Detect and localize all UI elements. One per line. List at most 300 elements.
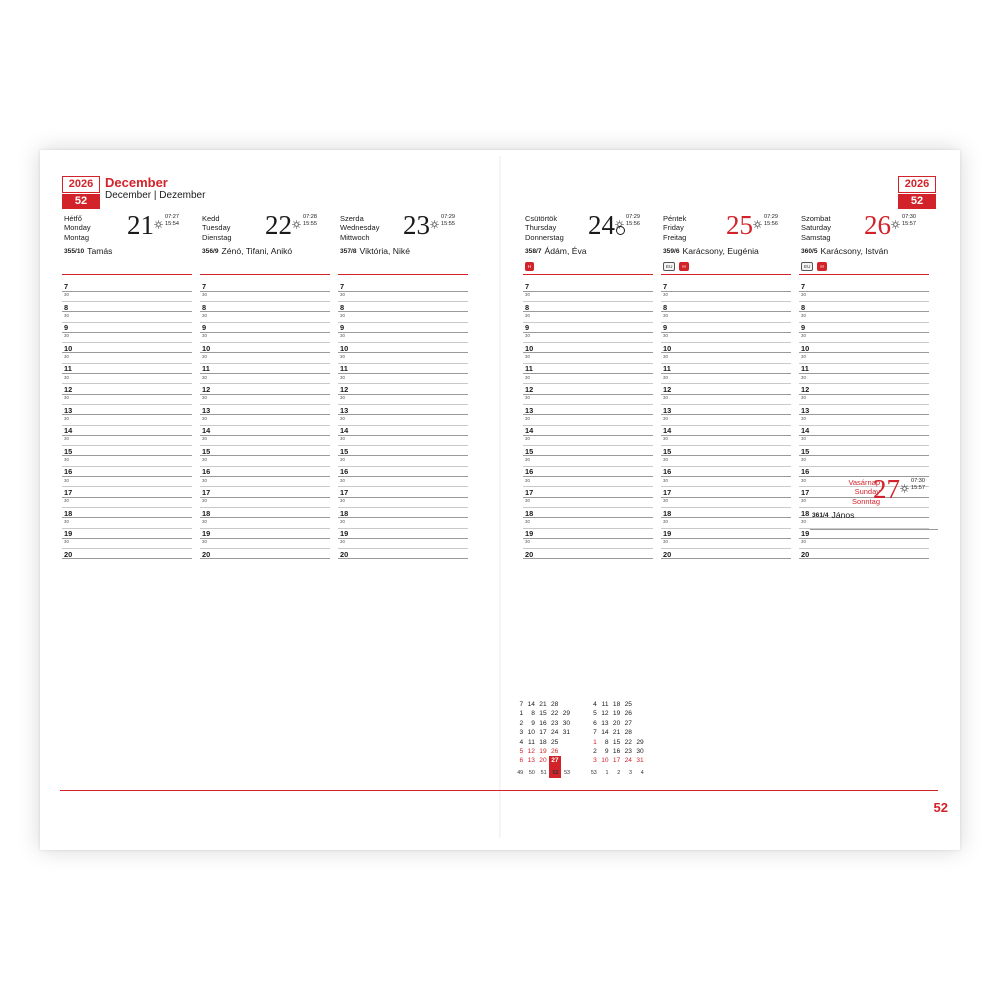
hour-row[interactable] (523, 550, 653, 571)
hour-row[interactable] (200, 509, 330, 530)
hour-row[interactable] (799, 303, 929, 324)
sunrise-time: 07:29 (764, 214, 778, 220)
mini-cal-day[interactable]: 23 (624, 748, 632, 756)
hour-row[interactable] (200, 344, 330, 365)
half-hour-label: 30 (202, 498, 207, 504)
mini-cal-day[interactable]: 8 (531, 710, 535, 718)
hour-row[interactable] (799, 385, 929, 406)
dow-en: Friday (663, 223, 684, 233)
hour-rule (523, 497, 653, 498)
day-column-3 (338, 210, 468, 559)
hour-row[interactable] (799, 364, 929, 385)
hour-row[interactable] (661, 344, 791, 365)
hour-row[interactable] (338, 323, 468, 344)
mini-cal-week-number[interactable]: 1 (605, 769, 609, 776)
day-header (523, 212, 653, 268)
mini-cal-day[interactable]: 28 (551, 701, 559, 708)
book-spine (499, 156, 501, 838)
hour-row[interactable] (799, 344, 929, 365)
dow-hu: Péntek (663, 214, 687, 223)
mini-cal-day[interactable]: 15 (539, 710, 547, 718)
mini-cal-day[interactable]: 2 (519, 719, 524, 727)
mini-cal-day[interactable]: 18 (539, 738, 547, 746)
day-number: 25 (726, 210, 753, 240)
half-hour-label: 30 (801, 477, 806, 483)
hour-row[interactable] (200, 385, 330, 406)
hour-row[interactable] (338, 344, 468, 365)
hour-row[interactable] (62, 282, 192, 303)
day-flag: EU (663, 262, 675, 271)
hour-label: 11 (340, 364, 348, 374)
hour-row[interactable] (661, 529, 791, 550)
half-hour-label: 30 (663, 395, 668, 401)
hour-rule (661, 373, 791, 374)
mini-cal-day[interactable]: 6 (519, 757, 524, 765)
day-header (200, 212, 330, 268)
mini-cal-day[interactable]: 12 (601, 710, 609, 718)
month-heading (105, 176, 205, 202)
hour-row[interactable] (338, 385, 468, 406)
hour-row[interactable] (661, 550, 791, 571)
hour-label: 8 (64, 302, 69, 312)
hour-rule (523, 538, 653, 539)
mini-cal-week-number[interactable]: 53 (590, 769, 597, 776)
name-days: János (831, 510, 855, 520)
mini-cal-day[interactable]: 1 (593, 738, 597, 746)
half-hour-label: 30 (340, 498, 345, 504)
hour-row[interactable] (661, 426, 791, 447)
day-flag: EU (801, 262, 813, 271)
mini-cal-week-number[interactable]: 49 (517, 769, 524, 776)
hour-row[interactable] (62, 364, 192, 385)
hour-row[interactable] (338, 406, 468, 427)
hour-row[interactable] (523, 364, 653, 385)
hour-row[interactable] (338, 550, 468, 571)
mini-cal-week-number[interactable]: 51 (540, 769, 547, 776)
hour-row[interactable] (523, 323, 653, 344)
hour-rule (799, 332, 929, 333)
mini-cal-day[interactable]: 7 (593, 729, 597, 737)
half-hour-label: 30 (340, 374, 345, 380)
hour-rule (338, 497, 468, 498)
hour-label: 11 (801, 364, 809, 374)
hour-row[interactable] (200, 323, 330, 344)
mini-cal-day[interactable]: 8 (604, 738, 609, 746)
mini-cal-day[interactable]: 2 (593, 748, 597, 756)
hour-row[interactable] (338, 509, 468, 530)
mini-cal-gap (572, 766, 588, 778)
mini-cal-day[interactable]: 4 (519, 738, 524, 746)
hour-rule (338, 311, 468, 312)
mini-cal-day[interactable]: 29 (636, 738, 644, 746)
hour-row[interactable] (523, 282, 653, 303)
dow-en: Thursday (525, 223, 557, 233)
half-hour-label: 30 (340, 354, 345, 360)
mini-cal-day[interactable]: 23 (551, 719, 559, 727)
half-hour-label: 30 (202, 312, 207, 318)
half-hour-label: 30 (340, 457, 345, 463)
half-hour-label: 30 (340, 436, 345, 442)
hour-label: 17 (663, 487, 672, 497)
mini-cal-day[interactable]: 26 (624, 710, 632, 718)
hour-row[interactable] (338, 467, 468, 488)
day-flag: H (525, 262, 534, 271)
mini-cal-gap (572, 738, 588, 747)
day-flags (525, 262, 534, 271)
mini-cal-day[interactable]: 5 (519, 748, 524, 756)
hour-row[interactable] (523, 529, 653, 550)
half-hour-label: 30 (202, 333, 207, 339)
hour-row[interactable] (799, 550, 929, 571)
mini-cal-day[interactable]: 21 (539, 701, 547, 708)
mini-cal-day[interactable]: 1 (519, 710, 524, 718)
hour-label: 12 (663, 384, 672, 394)
mini-cal-day[interactable] (561, 700, 573, 709)
hour-label: 16 (663, 467, 672, 477)
hour-rule (661, 332, 791, 333)
dow-en: Saturday (801, 223, 832, 233)
mini-cal-week-number[interactable]: 4 (640, 769, 644, 776)
hour-row[interactable] (523, 385, 653, 406)
hour-row[interactable] (523, 406, 653, 427)
mini-cal-day[interactable]: 30 (636, 748, 644, 756)
hour-rule (62, 538, 192, 539)
hour-row[interactable] (661, 488, 791, 509)
day-of-week-names (525, 214, 564, 242)
hour-row[interactable] (200, 467, 330, 488)
half-hour-label: 30 (202, 374, 207, 380)
hour-row[interactable] (799, 529, 929, 550)
mini-cal-day[interactable]: 25 (551, 738, 559, 746)
dow-de: Mittwoch (340, 232, 370, 242)
half-hour-label: 30 (801, 333, 806, 339)
hour-row[interactable] (338, 529, 468, 550)
mini-cal-day[interactable]: 19 (612, 710, 621, 718)
half-hour-label: 30 (64, 333, 69, 339)
mini-cal-day[interactable]: 24 (624, 757, 632, 765)
mini-cal-day[interactable]: 30 (562, 719, 571, 727)
dow-de: Sonntag (852, 496, 880, 506)
hour-row[interactable] (62, 488, 192, 509)
hour-row[interactable] (799, 282, 929, 303)
hour-row[interactable] (62, 344, 192, 365)
hour-row[interactable] (799, 447, 929, 468)
half-hour-label: 30 (663, 498, 668, 504)
hour-row[interactable] (338, 447, 468, 468)
hour-rule (62, 394, 192, 395)
mini-cal-day[interactable] (634, 719, 646, 728)
mini-cal-day[interactable]: 6 (593, 719, 597, 727)
mini-cal-day[interactable]: 29 (562, 710, 571, 718)
hour-rule (661, 455, 791, 456)
half-hour-label: 30 (525, 354, 530, 360)
badge-left (62, 176, 100, 209)
hour-row[interactable] (200, 529, 330, 550)
hour-row[interactable] (62, 550, 192, 571)
hour-row[interactable] (661, 406, 791, 427)
hour-label: 10 (663, 343, 672, 353)
day-of-week-names (801, 214, 831, 242)
day-of-week-names (663, 214, 686, 242)
hour-label: 13 (663, 405, 672, 415)
mini-cal-day[interactable]: 10 (527, 729, 535, 737)
hour-row[interactable] (523, 344, 653, 365)
half-hour-label: 30 (64, 457, 69, 463)
hour-label: 8 (525, 302, 530, 312)
hour-row[interactable] (799, 406, 929, 427)
day-header (810, 476, 938, 532)
mini-cal-day[interactable] (634, 728, 646, 737)
mini-cal-day[interactable]: 3 (519, 729, 524, 737)
mini-cal-day[interactable]: 13 (527, 757, 535, 765)
sunrise-time: 07:28 (303, 214, 317, 220)
hour-row[interactable] (523, 509, 653, 530)
sunrise-time: 07:30 (902, 214, 916, 220)
sun-icon (891, 216, 900, 225)
half-hour-label: 30 (525, 333, 530, 339)
day-ordinal: 355/10 (64, 248, 85, 255)
sun-icon (615, 216, 624, 225)
mini-cal-day[interactable]: 11 (528, 738, 535, 746)
hour-row[interactable] (661, 385, 791, 406)
hour-rule (523, 455, 653, 456)
hour-row[interactable] (338, 282, 468, 303)
mini-cal-day[interactable]: 15 (612, 738, 621, 746)
hour-row[interactable] (799, 426, 929, 447)
hour-row[interactable] (62, 467, 192, 488)
hour-label: 14 (202, 426, 211, 436)
sun-times-text (165, 214, 179, 228)
hour-row[interactable] (661, 282, 791, 303)
half-hour-label: 30 (525, 374, 530, 380)
mini-cal-day[interactable]: 9 (531, 719, 535, 727)
badge-left-year: 2026 (62, 176, 100, 193)
mini-cal-day[interactable]: 20 (539, 757, 547, 765)
hour-rule (338, 517, 468, 518)
sun-icon (154, 216, 163, 225)
hour-row[interactable] (62, 385, 192, 406)
mini-cal-day[interactable]: 31 (636, 757, 644, 765)
mini-cal-week-number[interactable]: 50 (528, 769, 535, 776)
hour-row[interactable] (200, 488, 330, 509)
mini-cal-week-number[interactable]: 3 (628, 769, 632, 776)
mini-cal-day[interactable]: 22 (624, 738, 632, 746)
hour-label: 18 (525, 508, 534, 518)
mini-cal-day[interactable]: 4 (593, 701, 597, 708)
mini-cal-week-number[interactable]: 53 (564, 769, 571, 776)
hour-row[interactable] (200, 364, 330, 385)
sunrise-time: 07:30 (911, 478, 925, 484)
hour-row[interactable] (661, 303, 791, 324)
hour-row[interactable] (62, 529, 192, 550)
hour-row[interactable] (799, 323, 929, 344)
mini-cal-day[interactable] (561, 756, 573, 765)
mini-cal-day[interactable]: 11 (601, 701, 609, 708)
hour-grid-2 (338, 282, 468, 570)
mini-cal-day[interactable]: 22 (551, 710, 559, 718)
mini-cal-gap (572, 709, 588, 718)
hour-row[interactable] (523, 447, 653, 468)
hour-row[interactable] (523, 426, 653, 447)
hour-row[interactable] (200, 550, 330, 571)
hour-row[interactable] (200, 426, 330, 447)
mini-cal-day[interactable]: 9 (604, 748, 609, 756)
mini-cal-day[interactable] (634, 700, 646, 709)
hour-rule (523, 352, 653, 353)
hour-rule (338, 435, 468, 436)
day-of-week-names (340, 214, 379, 242)
hour-row[interactable] (338, 488, 468, 509)
hour-row[interactable] (523, 303, 653, 324)
hour-label: 10 (801, 343, 810, 353)
half-hour-label: 30 (663, 292, 668, 298)
mini-cal-day[interactable]: 17 (539, 729, 547, 737)
day-header-rule (799, 274, 929, 275)
hour-rule (200, 352, 330, 353)
hour-row[interactable] (338, 426, 468, 447)
hour-rule (523, 311, 653, 312)
sunset-time: 15:56 (626, 221, 640, 227)
mini-cal-day[interactable]: 18 (612, 701, 621, 708)
mini-cal-gap (572, 756, 588, 765)
hour-row[interactable] (661, 509, 791, 530)
day-header (62, 212, 192, 268)
mini-cal-day[interactable] (634, 709, 646, 718)
month-secondary: December | Dezember (105, 190, 206, 201)
hour-row[interactable] (338, 303, 468, 324)
mini-cal-day[interactable]: 13 (601, 719, 609, 727)
half-hour-label: 30 (202, 395, 207, 401)
hour-label: 20 (801, 549, 810, 559)
mini-cal-day[interactable] (561, 747, 573, 756)
hour-row[interactable] (62, 323, 192, 344)
day-number: 22 (265, 210, 292, 240)
mini-cal-day[interactable]: 27 (549, 756, 561, 765)
half-hour-label: 30 (202, 477, 207, 483)
half-hour-label: 30 (64, 374, 69, 380)
day-ordinal: 359/6 (663, 248, 680, 255)
mini-cal-gap (572, 728, 588, 737)
hour-rule (661, 352, 791, 353)
dow-de: Montag (64, 232, 90, 242)
hour-rule (523, 394, 653, 395)
mini-cal-week-number[interactable]: 52 (549, 766, 561, 778)
half-hour-label: 30 (801, 539, 806, 545)
mini-cal-day[interactable]: 28 (624, 729, 632, 737)
mini-cal-day[interactable]: 16 (539, 719, 547, 727)
half-hour-label: 30 (663, 354, 668, 360)
half-hour-label: 30 (801, 415, 806, 421)
mini-cal-day[interactable]: 3 (593, 757, 597, 765)
hour-label: 12 (801, 384, 810, 394)
half-hour-label: 30 (340, 518, 345, 524)
hour-rule (799, 373, 929, 374)
mini-cal-day[interactable]: 27 (624, 719, 632, 727)
hour-label: 19 (525, 529, 534, 539)
hour-label: 20 (525, 549, 534, 559)
hour-row[interactable] (523, 488, 653, 509)
mini-cal-day[interactable]: 19 (539, 748, 547, 756)
hour-rule (62, 291, 192, 292)
half-hour-label: 30 (663, 518, 668, 524)
dow-hu: Szombat (801, 214, 831, 223)
mini-cal-day[interactable]: 16 (612, 748, 621, 756)
mini-cal-day[interactable]: 25 (624, 701, 632, 708)
hour-rule (200, 291, 330, 292)
hour-rule (661, 497, 791, 498)
hour-rule (523, 332, 653, 333)
half-hour-label: 30 (64, 292, 69, 298)
hour-label: 13 (64, 405, 73, 415)
mini-cal-day[interactable]: 14 (527, 701, 535, 708)
hour-row[interactable] (200, 406, 330, 427)
hour-rule (338, 538, 468, 539)
hour-label: 13 (202, 405, 211, 415)
mini-cal-row (515, 738, 646, 747)
hour-row[interactable] (62, 406, 192, 427)
mini-cal-day[interactable]: 7 (519, 701, 524, 708)
hour-rule (62, 435, 192, 436)
mini-cal-day[interactable]: 5 (593, 710, 597, 718)
hour-label: 19 (801, 529, 810, 539)
hour-row[interactable] (200, 447, 330, 468)
hour-row[interactable] (523, 467, 653, 488)
mini-cal-week-number[interactable]: 2 (617, 769, 621, 776)
badge-right (898, 176, 936, 209)
mini-cal-day[interactable]: 26 (551, 748, 559, 756)
half-hour-label: 30 (525, 312, 530, 318)
day-note (812, 510, 938, 520)
hour-rule (661, 311, 791, 312)
hour-rule (62, 497, 192, 498)
hour-row[interactable] (62, 509, 192, 530)
sun-times-text (911, 478, 925, 492)
hour-rule (338, 558, 468, 559)
hour-row[interactable] (62, 447, 192, 468)
half-hour-label: 30 (525, 436, 530, 442)
hour-rule (200, 373, 330, 374)
hour-label: 7 (525, 282, 530, 291)
mini-cal-day[interactable]: 17 (612, 757, 621, 765)
mini-cal-day[interactable]: 24 (551, 729, 559, 737)
half-hour-label: 30 (340, 477, 345, 483)
hour-rule (62, 476, 192, 477)
hour-rule (62, 332, 192, 333)
hour-row[interactable] (200, 282, 330, 303)
hour-label: 15 (663, 446, 672, 456)
mini-cal-day[interactable]: 10 (601, 757, 609, 765)
hour-row[interactable] (62, 426, 192, 447)
mini-cal-day[interactable] (561, 738, 573, 747)
hour-row[interactable] (661, 364, 791, 385)
half-hour-label: 30 (525, 498, 530, 504)
hour-grid-4 (661, 282, 791, 570)
mini-cal-day[interactable]: 12 (527, 748, 535, 756)
hour-label: 14 (64, 426, 73, 436)
mini-cal-day[interactable]: 21 (612, 729, 621, 737)
mini-cal-day[interactable]: 31 (562, 729, 571, 737)
hour-rule (799, 538, 929, 539)
mini-cal-day[interactable]: 20 (612, 719, 621, 727)
hour-row[interactable] (661, 467, 791, 488)
hour-row[interactable] (200, 303, 330, 324)
hour-row[interactable] (338, 364, 468, 385)
hour-row[interactable] (661, 323, 791, 344)
hour-label: 16 (202, 467, 211, 477)
mini-cal-day[interactable]: 14 (601, 729, 609, 737)
hour-row[interactable] (62, 303, 192, 324)
hour-row[interactable] (661, 447, 791, 468)
